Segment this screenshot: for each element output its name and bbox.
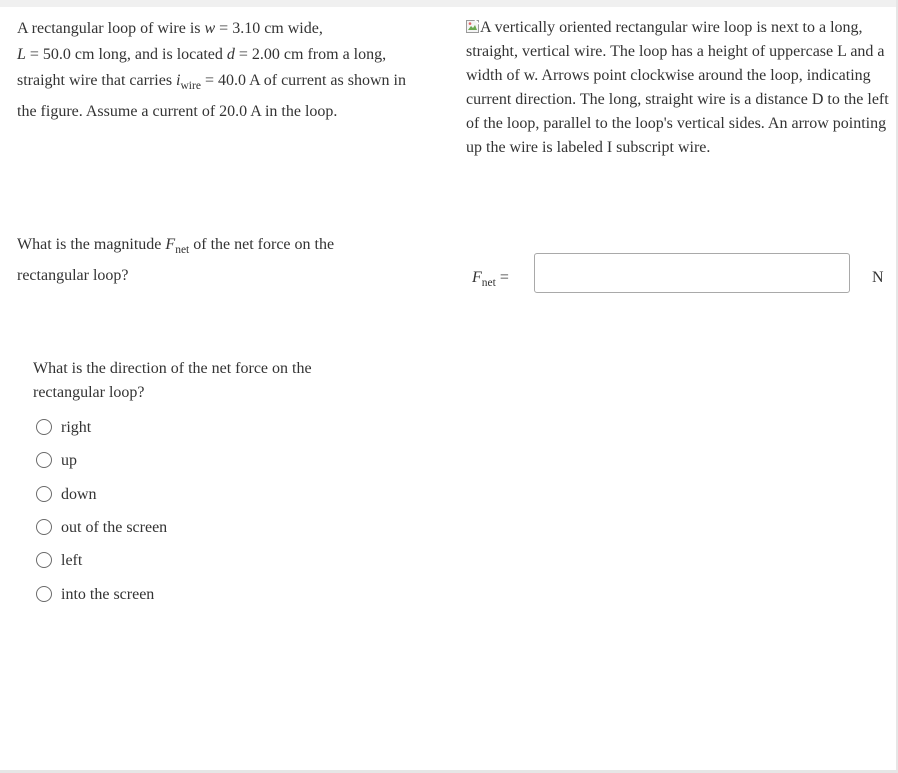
problem-statement: A rectangular loop of wire is w = 3.10 cm wide, L = 50.0 cm long, and is located d = 2.00 cm from a long, straight wire that carries $i_{wire} = 40.0$ A of current as shown in the figure. Assume a current of 20.0 A in the loop. <box>17 20 406 120</box>
answer-label: $F_{net}$ = <box>472 269 509 289</box>
broken-image-icon <box>466 20 479 33</box>
question-magnitude: What is the magnitude $F_{net}$ of the net force on the rectangular loop? <box>17 236 335 284</box>
radio-button[interactable] <box>36 552 52 568</box>
fnet-answer-input[interactable] <box>534 253 850 293</box>
unit-label: N <box>872 269 884 286</box>
radio-button[interactable] <box>36 519 52 535</box>
radio-button[interactable] <box>36 486 52 502</box>
top-border <box>0 0 898 7</box>
figure-alt-text: A vertically oriented rectangular wire loop is next to a long, straight, vertical wire. The loop has a height of uppercase L and a width of w. Arrows point clockwise around the loop, indicating current direction. The long, straight wire is a distance D to the left of the loop, parallel to the loop's vertical sides. An arrow pointing up the wire is labeled I subscript wire. <box>466 19 889 156</box>
radio-button[interactable] <box>36 452 52 468</box>
question-direction: What is the direction of the net force on the rectangular loop? <box>33 360 312 401</box>
radio-button[interactable] <box>36 419 52 435</box>
figure-image <box>466 16 892 160</box>
radio-button[interactable] <box>36 586 52 602</box>
